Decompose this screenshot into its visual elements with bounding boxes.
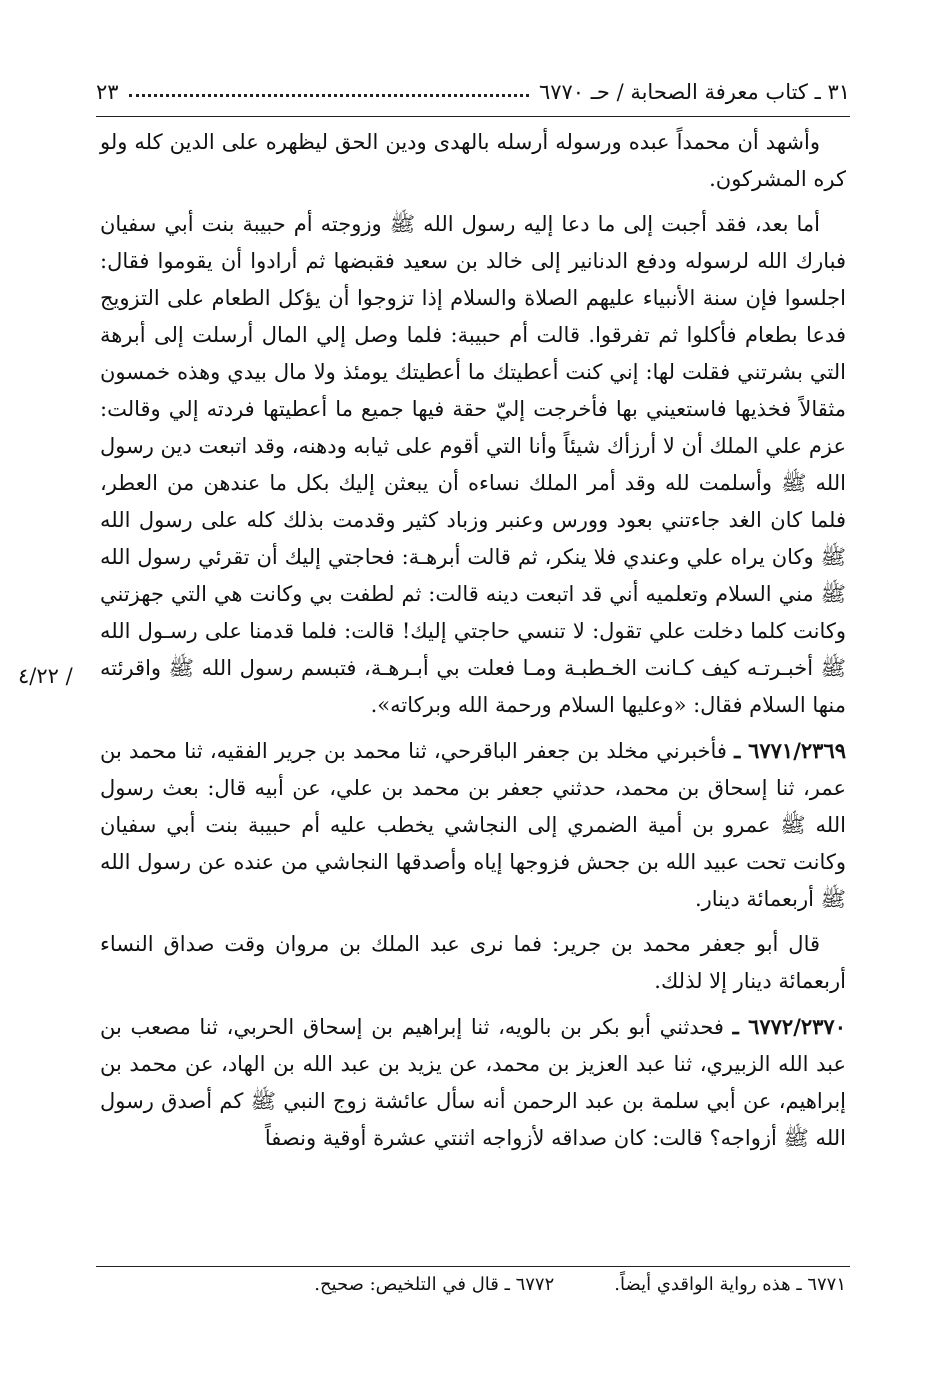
- footnote: ٦٧٧٢ ـ قال في التلخيص: صحيح.: [314, 1274, 555, 1295]
- paragraph: [100, 124, 846, 198]
- paragraph: [100, 926, 846, 1000]
- running-header: [96, 70, 850, 114]
- paragraph-text: وأشهد أن محمداً عبده ورسوله أرسله بالهدى ودين الحق ليظهره على الدين كله ولو كره المشركون.: [100, 130, 846, 191]
- paragraph-text: قال أبو جعفر محمد بن جرير: فما نرى عبد الملك بن مروان وقت صداق النساء أربعمائة دينار إلا لذلك.: [100, 932, 846, 993]
- hadith-number: ٦٧٧١/٢٣٦٩ ـ: [734, 738, 846, 763]
- dotted-leader: [129, 94, 529, 97]
- main-text: [100, 124, 846, 1165]
- paragraph-text: فحدثني أبو بكر بن بالويه، ثنا إبراهيم بن إسحاق الحربي، ثنا مصعب بن عبد الله الزبيري، ثنا عبد العزيز بن محمد، عن يزيد بن عبد الله بن الهاد، عن محمد بن إبراهيم، عن أبي سلمة بن عبد الرحمن أنه سأل عائشة زوج النبي ﷺ كم أصدق رسول الله ﷺ أزواجه؟ قالت: كان صداقه لأزواجه اثنتي عشرة أوقية ونصفاً: [100, 1015, 846, 1150]
- page-number: ٢٣: [96, 80, 119, 104]
- running-title: ٣١ ـ كتاب معرفة الصحابة / حـ ٦٧٧٠: [538, 80, 850, 104]
- hadith-entry: [100, 732, 846, 918]
- footnote-separator: [96, 1266, 850, 1267]
- footnote: ٦٧٧١ ـ هذه رواية الواقدي أيضاً.: [614, 1274, 846, 1295]
- margin-reference: ٤/٢٢ /: [18, 664, 73, 688]
- hadith-entry: [100, 1008, 846, 1157]
- paragraph-text: أما بعد، فقد أجبت إلى ما دعا إليه رسول الله ﷺ وزوجته أم حبيبة بنت أبي سفيان فبارك الله لرسوله ودفع الدنانير إلى خالد بن سعيد فقبضها ثم أرادوا أن يقوموا فقال: اجلسوا فإن سنة الأنبياء عليهم الصلاة والسلام إذا تزوجوا أن يؤكل الطعام على التزويج فدعا بطعام فأكلوا ثم تفرقوا. قالت أم حبيبة: فلما وصل إلي المال أرسلت إلى أبرهة التي بشرتني فقلت لها: إني كنت أعطيتك ما أعطيتك يومئذ ولا مال بيدي وهذه خمسون مثقالاً فخذيها فاستعيني بها فأخرجت إليّ حقة فيها جميع ما أعطيتها فردته إلي وقالت: عزم علي الملك أن لا أرزأك شيئاً وأنا التي أقوم على ثيابه ودهنه، وقد اتبعت دين رسول الله ﷺ وأسلمت لله وقد أمر الملك نساءه أن يبعثن إليك بكل ما عندهن من العطر، فلما كان الغد جاءتني بعود وورس وعنبر وزباد كثير وقدمت بذلك كله على رسول الله ﷺ وكان يراه علي وعندي فلا ينكر، ثم قالت أبرهـة: فحاجتي إليك أن تقرئي رسول الله ﷺ مني السلام وتعلميه أني قد اتبعت دينه قالت: ثم لطفت بي وكانت هي التي جهزتني وكانت كلما دخلت علي تقول: لا تنسي حاجتي إليك! قالت: فلما قدمنا على رسـول الله ﷺ أخبـرتـه كيف كـانت الخـطبـة ومـا فعلت بي أبـرهـة، فتبسم رسول الله ﷺ واقرئته منها السلام فقال: «وعليها السلام ورحمة الله وبركاته».: [100, 212, 846, 717]
- header-rule: [96, 116, 850, 117]
- paragraph-text: فأخبرني مخلد بن جعفر الباقرحي، ثنا محمد بن جرير الفقيه، ثنا محمد بن عمر، ثنا إسحاق بن محمد، حدثني جعفر بن محمد بن علي، عن أبيه قال: بعث رسول الله ﷺ عمرو بن أمية الضمري إلى النجاشي يخطب عليه أم حبيبة بنت أبي سفيان وكانت تحت عبيد الله بن جحش فزوجها إياه وأصدقها النجاشي من عنده عن رسول الله ﷺ أربعمائة دينار.: [100, 739, 846, 911]
- paragraph: [100, 206, 846, 724]
- footnotes: [100, 1274, 846, 1295]
- hadith-number: ٦٧٧٢/٢٣٧٠ ـ: [732, 1014, 846, 1039]
